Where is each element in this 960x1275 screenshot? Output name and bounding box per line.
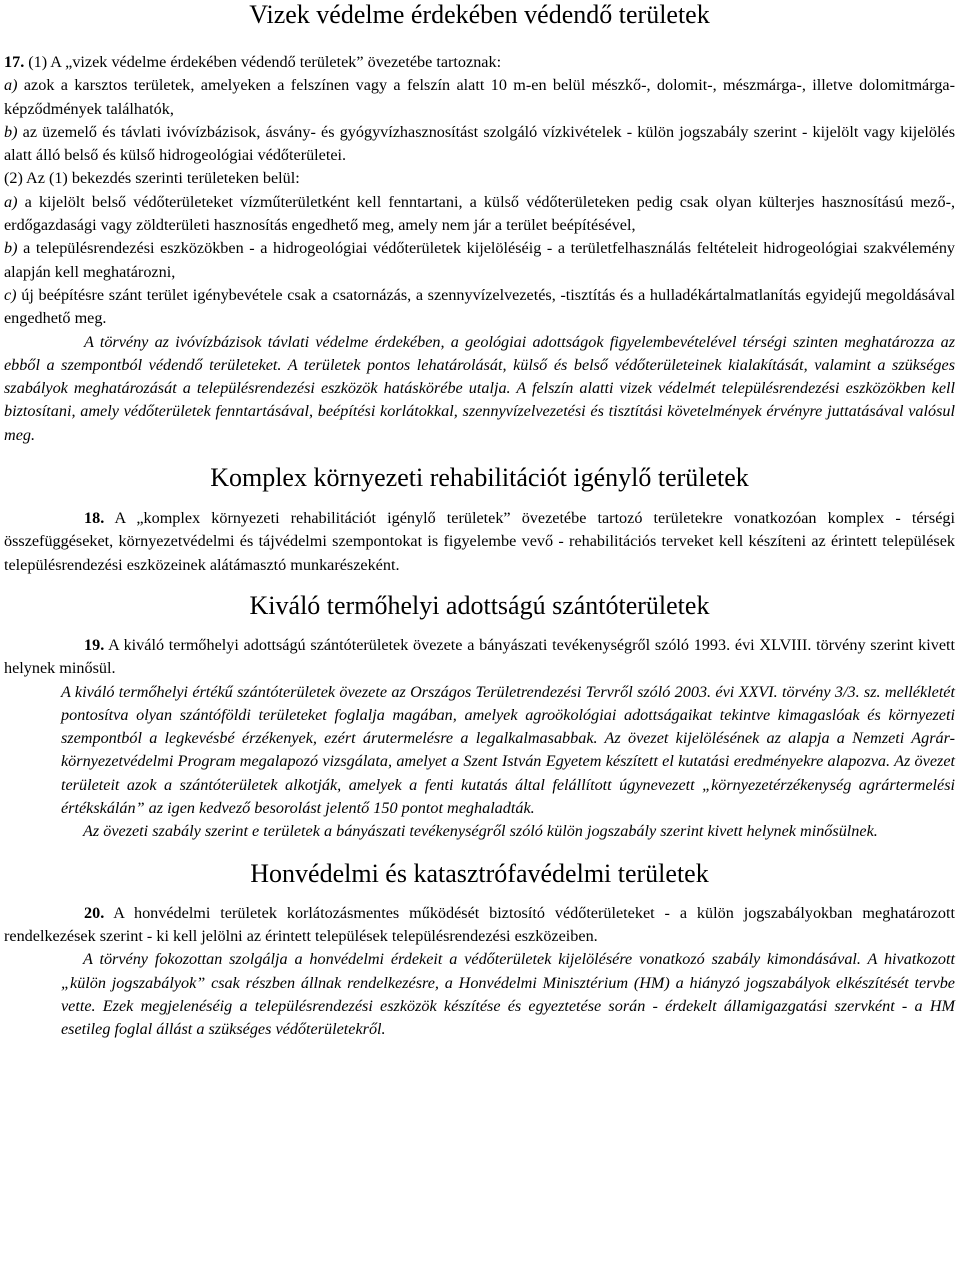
list-marker: a) [4, 192, 18, 211]
list-marker: c) [4, 285, 17, 304]
paragraph-text: a településrendezési eszközökben - a hidrogeológiai védőterületek kijelöléséig - a területfelhasználás feltételeit hidrogeológiai szakvélemény alapján kell meghatározni, [4, 239, 956, 281]
paragraph-text: új beépítésre szánt terület igénybevétele csak a csatornázás, a szennyvízelvezetés, -tisztítás és a hulladékártalmatlanítás egyidejű megoldásával engedhető meg. [4, 285, 956, 328]
paragraph-text: (2) Az (1) bekezdés szerinti területeken belül: [4, 169, 300, 188]
commentary-honved: A törvény fokozottan szolgálja a honvédelmi érdekeit a védőterületek kijelölésére vonatkozó szabály kimondásával. A hivatkozott „külön jogszabályok” csak részben állnak rendelkezésre, a Honvédelmi Minisztérium (HM) a hiányzó jogszabályok elkészítését tervbe vette. Ezek megjelenéséig a településrendezési eszközök készítése és egyeztetése során - érdekelt államigazgatási szervként - a HM esetileg foglal állást a szükséges védőterületekről. [61, 950, 955, 1039]
paragraph-text: A honvédelmi területek korlátozásmentes működését biztosító védőterületeket - a külön jogszabályokban meghatározott rendelkezések szerint - ki kell jelölni az érintett települések településrendezési eszközeiben. [4, 903, 956, 945]
paragraph-text: A „komplex környezeti rehabilitációt igénylő területek” övezetébe tartozó területekre vonatkozóan komplex - térségi összefüggéseket, környezetvédelmi és tájvédelmi szempontokat is figyelembe vevő - rehabilitációs terveket kell készíteni az érintett települések településrendezési eszközeinek alátámasztó munkarészeként. [4, 509, 955, 574]
paragraph-text: (1) A „vizek védelme érdekében védendő területek” övezetébe tartoznak: [28, 53, 502, 71]
paragraph-17-2-b [4, 237, 955, 284]
paragraph-text: A kiváló termőhelyi adottságú szántóterületek övezete a bányászati tevékenységről szóló 1993. évi XLVIII. törvény szerint kivett helynek minősül. [4, 635, 955, 678]
section-number: 17. [4, 53, 25, 71]
paragraph-17-1-b [4, 121, 955, 168]
list-marker: b) [4, 239, 18, 258]
commentary-vizek: A törvény az ivóvízbázisok távlati védelme érdekében, a geológiai adottságok figyelembevételével térségi szinten meghatározza az ebből a szempontból védendő területeket. A területek pontos lehatárolását, külső és belső védőterületeinek kialakítását, valamint a szükséges szabályok meghatározását a településrendezési eszközök hatáskörébe utalja. A felszín alatti vizek védelmét településrendezési eszközökben kell biztosítani, amely védőterületek fenntartásával, beépítési korlátokkal, szennyvízelvezetési és tisztítási követelmények érvényre juttatásával valósul meg. [4, 332, 955, 444]
section-number: 19. [84, 635, 105, 654]
paragraph-18 [4, 507, 955, 577]
list-marker: b) [4, 122, 18, 141]
section-title-honved: Honvédelmi és katasztrófavédelmi területek [250, 858, 709, 888]
section-number: 18. [84, 509, 105, 528]
paragraph-20 [4, 902, 955, 949]
paragraph-19 [4, 634, 955, 681]
section-title-vizek: Vizek védelme érdekében védendő területek [249, 0, 710, 29]
paragraph-text: a kijelölt belső védőterületeket vízműterületként kell fenntartani, a külső védőterületeken pedig csak olyan külterjes hasznosítású mező-, erdőgazdasági vagy zöldterületi hasznosítás engedhető meg, amely nem jár a terület beépítésével, [4, 192, 956, 235]
paragraph-text: azok a karsztos területek, amelyeken a felszínen vagy a felszín alatt 10 m-en belül mészkő-, dolomit-, mészmárga-, illetve dolomitmárga-képződmények találhatók, [4, 76, 955, 118]
paragraph-17-2-c [4, 284, 955, 331]
paragraph-17-2 [4, 167, 955, 190]
paragraph-17-2-a [4, 191, 955, 238]
section-title-kivalo: Kiváló termőhelyi adottságú szántóterületek [249, 590, 710, 620]
commentary-kivalo-2: Az övezeti szabály szerint e területek a bányászati tevékenységről szóló külön jogszabály szerint kivett helynek minősülnek. [83, 822, 878, 841]
paragraph-17-1-a [4, 74, 955, 121]
commentary-kivalo: A kiváló termőhelyi értékű szántóterületek övezete az Országos Területrendezési Tervről szóló 2003. évi XXVI. törvény 3/3. sz. mellékletét pontosítva olyan szántóföldi területeket foglalja magában, amelyek agroökológiai adottságaikat tekintve kimagaslóak és környezeti szempontból a legkevésbé érzékenyek, ezért árutermelésre a legalkalmasabbak. Az övezet kijelölésének az alapja a Nemzeti Agrár-környezetvédelmi Program megalapozó vizsgálata, amelyet a Szent István Egyetem készített el kutatási eredményekre alapozva. Az övezet területeit azok a szántóterületek alkotják, amelyek a fenti kutatás által felállított úgynevezett „környezetérzékenység agrártermelési értékskálán” az igen kedvező besorolást jelentő 150 pontot meghaladták. [61, 682, 955, 818]
section-number: 20. [84, 903, 105, 922]
paragraph-text: az üzemelő és távlati ivóvízbázisok, ásvány- és gyógyvízhasznosítást szolgáló vízkivételek - külön jogszabály szerint - kijelölt vagy kijelölés alatt álló belső és külső hidrogeológiai védőterületei. [4, 122, 956, 165]
paragraph-17-1 [4, 51, 955, 74]
list-marker: a) [4, 76, 18, 95]
section-title-komplex: Komplex környezeti rehabilitációt igénylő területek [210, 463, 749, 493]
